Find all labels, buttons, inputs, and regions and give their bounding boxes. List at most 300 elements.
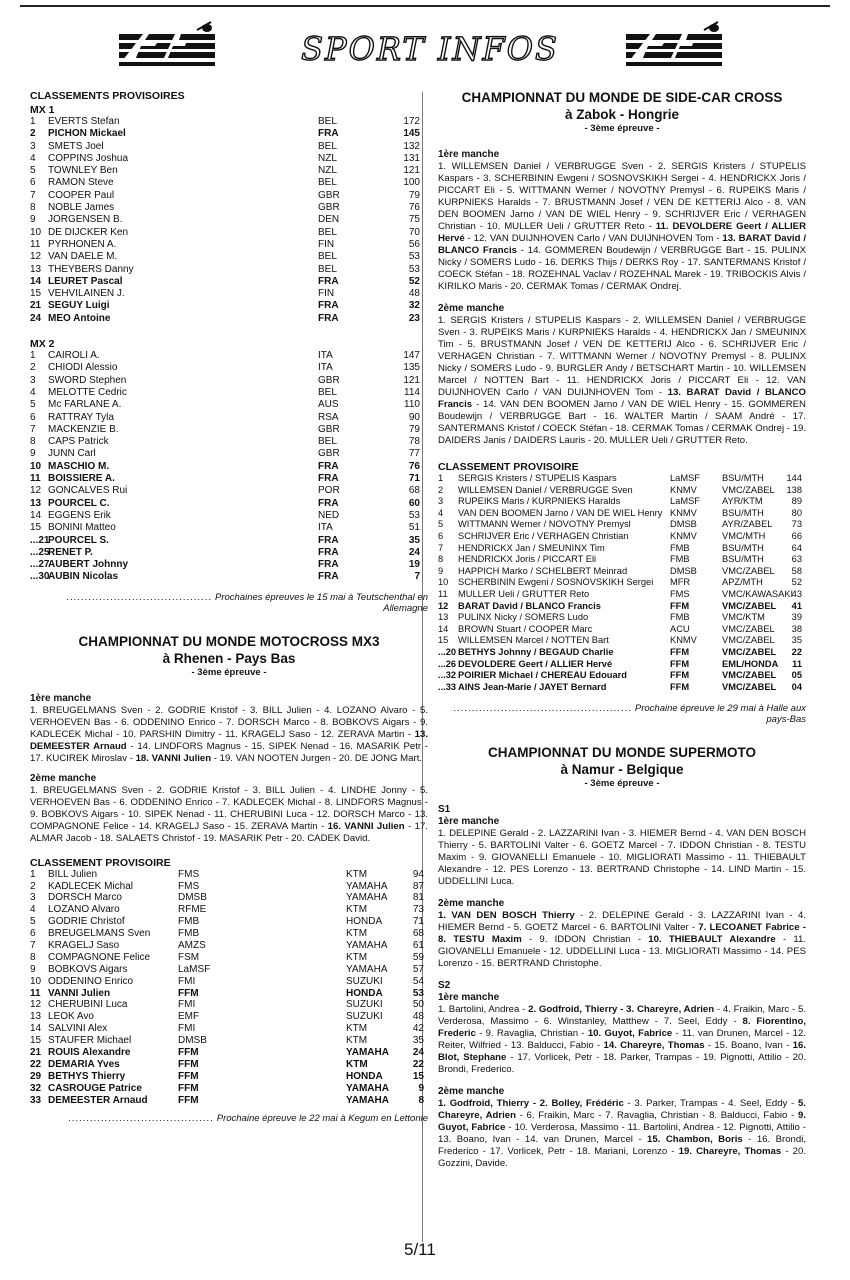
mx1-label: MX 1: [30, 104, 55, 116]
cell-nat: BEL: [318, 263, 337, 275]
cell-nat: NED: [318, 509, 340, 521]
cell-name: JORGENSEN B.: [48, 214, 123, 226]
cell-n: 9: [438, 565, 444, 576]
cell-n: 6: [438, 530, 444, 541]
cell-pts: 35: [408, 534, 420, 546]
cell-n: 24: [30, 312, 42, 324]
cell-pts: 57: [412, 963, 424, 975]
mx2-table: [30, 350, 428, 584]
cell-name: NOBLE James: [48, 202, 115, 214]
cell-bike: VMC/ZABEL: [722, 484, 775, 495]
cell-n: 8: [30, 951, 36, 963]
cell-bike: SUZUKI: [346, 975, 383, 987]
cell-bike: BSU/MTH: [722, 473, 764, 483]
cell-n: 15: [30, 522, 42, 534]
cell-n: 14: [438, 623, 449, 634]
cell-name: DEMEESTER Arnaud: [48, 1094, 148, 1106]
supermoto-s1-manche2-results: 1. VAN DEN BOSCH Thierry - 2. DELEPINE Gerald - 3. LAZZARINI Ivan - 4. HIEMER Bernd - 5. GOETZ Marcel - 6. BARTOLINI Valter - 7. LECOANET Fabrice - 8. TESTU Maxim - 9. IDDON Christian - 10. THIEBAULT Alexandre - 11. GIOVANELLI Emanuele - 12. UDDELLINI Luca - 13. MIGLIORATI Massimo - 14. PES Lorenzo - 15. BERTRAND Christophe.: [438, 910, 806, 970]
cell-name: POURCEL C.: [48, 497, 110, 509]
cell-n: 1: [30, 350, 36, 362]
cell-fed: ACU: [670, 623, 690, 634]
table-row: [30, 1047, 428, 1059]
cell-bike: KTM: [346, 1058, 368, 1070]
cell-bike: BSU/MTH: [722, 542, 764, 553]
cell-fed: KNMV: [670, 635, 697, 646]
supermoto-s2-manche2-results: 1. Godfroid, Thierry - 2. Bolley, Frédéric - 3. Parker, Trampas - 4. Seel, Eddy - 5. Chareyre, Adrien - 6. Fraikin, Marc - 7. Ravaglia, Christian - 8. Balducci, Fabio - 9. Guyot, Fabrice - 10. Verderosa, Massimo - 11. Bartolini, Andrea - 12. Pignotti, Attilio - 13. Boano, Ivan - 14. van Drunen, Marcel - 15. Chambon, Boris - 16. Brondi, Frederico - 17. Vorlicek, Petr - 18. Mariani, Lorenzo - 19. Chareyre, Thomas - 20. Gozzini, Davide.: [438, 1098, 807, 1170]
cell-n: 7: [30, 189, 36, 201]
cell-fed: FMI: [178, 1023, 196, 1035]
table-row: [30, 869, 428, 881]
mx3-round: - 3ème épreuve -: [191, 666, 267, 678]
cell-nat: FRA: [318, 128, 339, 140]
table-row: [30, 387, 428, 399]
cell-n: 10: [30, 460, 42, 472]
cell-name: PULINX Nicky / SOMERS Ludo: [458, 612, 589, 623]
cell-name: MULLER Ueli / GRUTTER Reto: [458, 588, 590, 599]
cell-bike: AYR/KTM: [722, 496, 763, 507]
cell-pts: 144: [786, 473, 802, 483]
cell-n: 15: [30, 288, 42, 300]
cell-fed: KNMV: [670, 484, 697, 495]
cell-name: Mc FARLANE A.: [48, 399, 122, 411]
cell-pts: 19: [408, 559, 420, 571]
cell-bike: YAMAHA: [346, 963, 388, 975]
cell-name: BOISSIERE A.: [48, 473, 115, 485]
cell-bike: VMC/ZABEL: [722, 635, 775, 646]
supermoto-s2-manche1-results: 1. Bartolini, Andrea - 2. Godfroid, Thierry - 3. Chareyre, Adrien - 4. Fraikin, Marc - 5. Verderosa, Massimo - 6. Winstanley, Matthew - 7. Seel, Eddy - 8. Fiorentino, Frederic - 9. Ravaglia, Christian - 10. Guyot, Fabrice - 11. van Drunen, Marcel - 12. Reiter, Wilfried - 13. Balducci, Fabio - 14. Chareyre, Thomas - 15. Boano, Ivan - 16. Blot, Stephane - 17. Vorlicek, Petr - 18. Parker, Trampas - 19. Pignotti, Attilio - 20. Brondi, Frederico.: [438, 1004, 806, 1076]
cell-n: 12: [438, 600, 449, 611]
cell-nat: GBR: [318, 423, 340, 435]
table-row: [30, 916, 428, 928]
cell-nat: BEL: [318, 251, 337, 263]
supermoto-s1-head: S1: [438, 804, 451, 816]
cell-name: BREUGELMANS Sven: [48, 928, 151, 940]
dotted-leader: ........................................: [66, 591, 213, 603]
supermoto-round: - 3ème épreuve -: [584, 778, 660, 790]
cell-name: MACKENZIE B.: [48, 423, 119, 435]
cell-name: EVERTS Stefan: [48, 116, 120, 127]
table-row: [30, 1083, 428, 1095]
cell-n: 13: [438, 612, 449, 623]
table-row: [30, 473, 428, 485]
cell-n: 21: [30, 1047, 42, 1059]
table-row: [30, 976, 428, 988]
cell-name: POIRIER Michael / CHEREAU Edouard: [458, 670, 627, 681]
left-column: [30, 88, 428, 1124]
cell-bike: KTM: [346, 868, 368, 880]
cell-pts: 78: [408, 436, 420, 448]
cell-n: 4: [30, 904, 36, 916]
table-row: [438, 531, 806, 543]
cell-pts: 110: [404, 399, 420, 411]
cell-pts: 77: [408, 448, 420, 460]
table-row: [30, 202, 428, 214]
cell-n: 8: [30, 436, 36, 448]
cell-pts: 87: [412, 880, 424, 892]
table-row: [438, 554, 806, 566]
cell-n: ...20: [438, 646, 457, 657]
cell-name: CAIROLI A.: [48, 350, 100, 362]
cell-bike: VMC/ZABEL: [722, 681, 777, 692]
cell-nat: FIN: [318, 288, 335, 300]
table-row: [438, 485, 806, 497]
table-row: [30, 264, 428, 276]
mx-next-event-text: Prochaines épreuves le 15 mai à Teutschenthal en Allemagne: [214, 591, 428, 614]
cell-nat: NZL: [318, 165, 337, 177]
cell-pts: 60: [408, 497, 420, 509]
cell-name: VANNI Julien: [48, 987, 111, 999]
cell-n: 13: [30, 497, 42, 509]
cell-pts: 114: [404, 386, 420, 398]
supermoto-s1-manche1-results: 1. DELEPINE Gerald - 2. LAZZARINI Ivan - 3. HIEMER Bernd - 4. VAN DEN BOSCH Thierry - 5. BARTOLINI Valter - 6. GOETZ Marcel - 7. IDDON Christian - 8. TESTU Maxim - 9. GIOVANELLI Emanuele - 10. MIGLIORATI Massimo - 11. THIEBAULT Alexandre - 12. PES Lorenzo - 13. BERTRAND Christophe - 14. LIND Martin - 15. UDDELLINI Luca.: [438, 828, 806, 888]
cell-pts: 22: [412, 1058, 424, 1070]
cell-bike: VMC/MTH: [722, 530, 766, 541]
cell-n: 11: [30, 473, 41, 485]
cell-name: WITTMANN Werner / NOVOTNY Premysl: [458, 519, 631, 530]
sidecar-title: CHAMPIONNAT DU MONDE DE SIDE-CAR CROSS: [461, 90, 783, 105]
supermoto-s1-manche1-head: 1ère manche: [438, 816, 500, 828]
cell-n: 5: [30, 916, 36, 928]
cell-pts: 80: [791, 507, 802, 518]
mx3-next-event-text: Prochaine épreuve le 22 mai à Kegum en Lettonie: [216, 1112, 428, 1124]
cell-name: SALVINI Alex: [48, 1023, 108, 1035]
cell-n: 4: [438, 507, 444, 518]
cell-bike: HONDA: [346, 916, 383, 928]
cell-bike: BSU/MTH: [722, 554, 764, 565]
cell-name: VAN DAELE M.: [48, 251, 118, 263]
table-row: [30, 904, 428, 916]
cell-fed: LaMSF: [670, 473, 700, 483]
cell-pts: 79: [408, 423, 420, 435]
cell-n: 3: [30, 374, 36, 386]
cell-fed: FMB: [178, 916, 200, 928]
cell-n: ...32: [438, 670, 457, 681]
table-row: [30, 1035, 428, 1047]
table-row: [30, 350, 428, 362]
table-row: [438, 601, 806, 613]
cell-n: 3: [30, 140, 36, 152]
cell-nat: RSA: [318, 411, 339, 423]
cell-fed: FFM: [178, 1047, 199, 1059]
cell-n: 1: [438, 473, 444, 483]
table-row: [438, 566, 806, 578]
table-row: [438, 496, 806, 508]
cell-pts: 35: [412, 1035, 424, 1047]
cell-name: HENDRICKX Jan / SMEUNINX Tim: [458, 542, 605, 553]
table-row: [30, 535, 428, 547]
mx2-label: MX 2: [30, 338, 55, 351]
cell-pts: 8: [418, 1094, 424, 1106]
table-row: [30, 288, 428, 300]
cell-n: 10: [30, 226, 42, 238]
cell-bike: YAMAHA: [346, 1047, 389, 1059]
mx-next-event: [30, 592, 428, 614]
table-row: [30, 436, 428, 448]
table-row: [30, 448, 428, 460]
cell-name: WILLEMSEN Marcel / NOTTEN Bart: [458, 635, 609, 646]
header-rule: [20, 5, 830, 7]
cell-n: 29: [30, 1070, 42, 1082]
cell-pts: 05: [791, 670, 802, 681]
cell-nat: FRA: [318, 300, 339, 312]
cell-pts: 76: [408, 202, 420, 214]
cell-pts: 135: [403, 362, 420, 374]
cell-pts: 53: [408, 509, 420, 521]
table-row: [438, 635, 806, 647]
cell-name: BROWN Stuart / COOPER Marc: [458, 623, 593, 634]
cell-pts: 131: [403, 152, 420, 164]
dotted-leader: .................................................: [453, 703, 633, 715]
cell-fed: FFM: [670, 600, 690, 611]
table-row: [30, 313, 428, 325]
mx3-location: à Rhenen - Pays Bas: [162, 650, 296, 666]
page-number: 5/11: [404, 1240, 436, 1259]
cell-pts: 11: [792, 658, 802, 669]
cell-nat: FRA: [318, 312, 339, 324]
cell-n: ...33: [438, 681, 457, 692]
cell-n: ...21: [30, 534, 50, 546]
cell-name: MELOTTE Cedric: [48, 386, 127, 398]
cell-bike: APZ/MTH: [722, 577, 763, 588]
cell-n: 3: [30, 892, 36, 904]
cell-name: BETHYS Thierry: [48, 1070, 126, 1082]
cell-pts: 52: [408, 275, 420, 287]
cell-bike: EML/HONDA: [722, 658, 779, 669]
table-row: [438, 543, 806, 555]
cell-pts: 53: [412, 987, 424, 999]
cell-n: 5: [30, 165, 36, 177]
cell-fed: KNMV: [670, 530, 697, 541]
cell-n: 15: [438, 635, 449, 646]
cell-nat: FRA: [318, 559, 339, 571]
table-row: [438, 589, 806, 601]
cell-fed: FMB: [670, 612, 690, 623]
sidecar-next-event: [438, 703, 806, 725]
cell-name: COPPINS Joshua: [48, 152, 129, 164]
table-row: [438, 647, 806, 659]
table-row: [30, 571, 428, 583]
table-row: [30, 141, 428, 153]
cell-fed: FMS: [178, 880, 200, 892]
cell-bike: VMC/ZABEL: [722, 600, 777, 611]
cell-name: AUBIN Nicolas: [48, 571, 119, 583]
table-row: [30, 128, 428, 140]
cell-name: CAPS Patrick: [48, 436, 109, 448]
cell-n: 4: [30, 386, 36, 398]
cell-n: 11: [438, 588, 448, 599]
mx-classement-title: CLASSEMENTS PROVISOIRES: [30, 90, 185, 102]
cell-pts: 23: [408, 312, 420, 324]
cell-n: ...26: [438, 658, 457, 669]
cell-pts: 145: [403, 128, 420, 140]
cell-pts: 56: [408, 238, 420, 250]
mx3-classement-title: CLASSEMENT PROVISOIRE: [30, 856, 171, 869]
supermoto-s2-head: S2: [438, 980, 451, 992]
cell-fed: FSM: [178, 951, 200, 963]
table-row: [30, 559, 428, 571]
sidecar-round: - 3ème épreuve -: [584, 123, 660, 134]
table-row: [30, 239, 428, 251]
cell-n: 7: [30, 423, 36, 435]
cell-n: 4: [30, 152, 36, 164]
page-header: [0, 0, 850, 88]
cell-fed: FFM: [178, 1082, 199, 1094]
cell-pts: 48: [408, 288, 420, 300]
table-row: [30, 424, 428, 436]
mx3-manche1-results: 1. BREUGELMANS Sven - 2. GODRIE Kristof - 3. BILL Julien - 4. LOZANO Alvaro - 5. VERHOEVEN Bas - 6. ODDENINO Enrico - 7. DORSCH Marco - 8. BOBKOVS Aigars - 9. KADLECEK Michal - 10. PARSHIN Dimitry - 11. KRAGELJ Saso - 12. ZERAVA Martin - 13. DEMEESTER Arnaud - 14. LINDFORS Magnus - 15. SIPEK Nenad - 16. MASARIK Petr - 17. KUCIREK Miroslav - 18. VANNI Julien - 19. VAN NOOTEN Jurgen - 20. DE JONG Mart.: [30, 704, 429, 764]
table-row: [30, 522, 428, 534]
cell-n: 12: [30, 485, 42, 497]
cell-fed: MFR: [670, 577, 691, 588]
cell-n: 2: [438, 484, 444, 495]
cell-nat: GBR: [318, 202, 340, 214]
table-row: [30, 964, 428, 976]
dotted-leader: ........................................: [68, 1112, 215, 1124]
cell-n: 14: [30, 1023, 42, 1035]
cell-name: DE DIJCKER Ken: [48, 226, 129, 238]
cell-name: BILL Julien: [48, 868, 98, 880]
cell-pts: 42: [412, 1023, 424, 1035]
table-row: [30, 190, 428, 202]
table-row: [438, 670, 806, 682]
cell-fed: FMS: [178, 868, 200, 880]
cell-nat: FIN: [318, 238, 335, 250]
cell-pts: 50: [412, 999, 424, 1011]
cell-nat: FRA: [318, 460, 339, 472]
cell-name: LEOK Avo: [48, 1011, 94, 1023]
cell-pts: 51: [408, 522, 420, 534]
cell-pts: 90: [408, 411, 420, 423]
cell-name: SEGUY Luigi: [48, 300, 110, 312]
cell-fed: FFM: [670, 646, 690, 657]
cell-nat: FRA: [318, 275, 339, 287]
cell-name: VEHVILAINEN J.: [48, 288, 125, 300]
cell-nat: AUS: [318, 399, 339, 411]
cell-name: TOWNLEY Ben: [48, 165, 118, 177]
cell-pts: 89: [791, 496, 802, 507]
cell-pts: 79: [408, 189, 420, 201]
cell-pts: 24: [408, 546, 420, 558]
cell-bike: YAMAHA: [346, 1082, 389, 1094]
table-row: [30, 952, 428, 964]
cell-n: 1: [30, 116, 36, 127]
cell-pts: 71: [412, 916, 424, 928]
cell-n: 12: [30, 999, 42, 1011]
cell-n: 33: [30, 1094, 42, 1106]
sidecar-manche2-results: 1. SERGIS Kristers / STUPELIS Kaspars - 2. WILLEMSEN Daniel / VERBRUGGE Sven - 3. RUPEIKS Maris / KURPNIEKS Haralds - 4. HENDRICKX Jan / SMEUNINX Tim - 5. BRUSTMANN Josef / VEN DE KETTERIJ Alco - 6. SCHRIJVER Eric / VERHAGEN Christian - 7. WITTMANN Werner / NOVOTNY Premysl - 8. PULINX Nicky / SOMERS Ludo - 9. BURGLER Andy / BETSCHART Martin - 10. WILLEMSEN Marcel / NOTTEN Bart - 11. HENDRICKX Joris / PICCART Eli - 12. VAN DUIJNHOVEN Carlo / VAN DUIJNHOVEN Tom - 13. BARAT David / BLANCO Francis - 14. VAN DEN BOOMEN Jarno / VAN DE WIEL Henry - 15. GOMMEREN Boudewijn / VERBRUGGE Bart - 16. WALTER Martin / SAAM André - 17. SANTERMANS Kristof / COECK Stéfan - 18. CERMAK Tomas / CERMAK Ondrej - 19. DAIDERS Janis / DAIDERS Lauris - 20. MULLER Ueli / GRUTTER Reto.: [438, 315, 806, 446]
cell-name: MASCHIO M.: [48, 460, 110, 472]
mx3-next-event: [30, 1113, 428, 1124]
cell-n: 9: [30, 963, 36, 975]
table-row: [30, 153, 428, 165]
table-row: [30, 498, 428, 510]
cell-fed: DMSB: [178, 1035, 207, 1047]
cell-name: EGGENS Erik: [48, 509, 111, 521]
cell-n: 1: [30, 868, 36, 880]
table-row: [30, 177, 428, 189]
table-row: [30, 461, 428, 473]
cell-n: 10: [30, 975, 42, 987]
sidecar-manche1-head: 1ère manche: [438, 149, 500, 160]
cell-n: 21: [30, 300, 42, 312]
cell-fed: FMI: [178, 975, 196, 987]
mx1-table: [30, 116, 428, 325]
cell-name: WILLEMSEN Daniel / VERBRUGGE Sven: [458, 484, 633, 495]
cell-pts: 75: [408, 214, 420, 226]
cell-n: ...27: [30, 559, 50, 571]
cell-fed: RFME: [178, 904, 207, 916]
cell-bike: YAMAHA: [346, 1094, 389, 1106]
table-row: [30, 988, 428, 1000]
table-row: [30, 1011, 428, 1023]
cell-n: 13: [30, 1011, 42, 1023]
cell-n: ...25: [30, 546, 50, 558]
mx3-title: CHAMPIONNAT DU MONDE MOTOCROSS MX3: [78, 633, 380, 649]
mx3-manche2-head: 2ème manche: [30, 772, 97, 784]
sidecar-manche1-results: 1. WILLEMSEN Daniel / VERBRUGGE Sven - 2. SERGIS Kristers / STUPELIS Kaspars - 3. SCHERBININ Ewgeni / SOSNOVSKIKH Sergei - 4. HENDRICKX Joris / PICCART Eli - 5. WITTMANN Werner / NOVOTNY Premysl - 6. RUPEIKS Maris / KURPNIEKS Haralds - 7. BRUSTMANN Josef / VEN DE KETTERIJ Alco - 8. VAN DEN BOOMEN Jarno / VAN DE WIEL Henry - 9. SCHRIJVER Eric / VERHAGEN Christian - 10. MULLER Ueli / GRUTTER Reto - 11. DEVOLDERE Geert / ALLIER Hervé - 12. VAN DUIJNHOVEN Carlo / VAN DUIJNHOVEN Tom - 13. BARAT David / BLANCO Francis - 14. GOMMEREN Boudewijn / VERBRUGGE Bart - 15. PULINX Nicky / SOMERS Ludo - 16. DERKS Thijs / DERKS Roy - 17. SANTERMANS Kristof / COECK Stéfan - 18. ROZEHNAL Vaclav / ROZEHNAL Marek - 19. TRIBOCKIS Alvis / KIRILKO Maris - 20. CERMAK Tomas / CERMAK Ondrej.: [438, 161, 807, 292]
cell-pts: 100: [403, 177, 420, 189]
cell-nat: BEL: [318, 436, 337, 448]
cell-n: 9: [30, 214, 36, 226]
cell-fed: FFM: [670, 658, 690, 669]
cell-pts: 59: [412, 951, 424, 963]
cell-pts: 76: [408, 460, 420, 472]
cell-nat: FRA: [318, 534, 339, 546]
cell-name: BETHYS Johnny / BEGAUD Charlie: [458, 646, 614, 657]
sidecar-table: [438, 473, 806, 693]
cell-name: DEMARIA Yves: [48, 1058, 120, 1070]
cell-nat: ITA: [318, 362, 333, 374]
cell-fed: FFM: [178, 1058, 199, 1070]
sidecar-classement-title: CLASSEMENT PROVISOIRE: [438, 461, 579, 473]
table-row: [30, 510, 428, 522]
cell-n: 5: [438, 519, 444, 530]
cell-name: CHIODI Alessio: [48, 362, 118, 374]
cell-name: CASROUGE Patrice: [48, 1082, 142, 1094]
table-row: [438, 577, 806, 589]
cell-pts: 61: [412, 940, 424, 952]
table-row: [438, 682, 806, 694]
cell-nat: FRA: [318, 497, 339, 509]
cell-name: POURCEL S.: [48, 534, 109, 546]
cell-fed: KNMV: [670, 507, 697, 518]
table-row: [30, 165, 428, 177]
supermoto-s2-manche1-head: 1ère manche: [438, 992, 500, 1004]
cell-n: 14: [30, 275, 42, 287]
cell-bike: HONDA: [346, 1070, 383, 1082]
supermoto-title: CHAMPIONNAT DU MONDE SUPERMOTO: [487, 745, 756, 761]
cell-bike: KTM: [346, 951, 368, 963]
sport-infos-title: [300, 26, 560, 70]
cell-pts: 94: [412, 868, 424, 880]
cell-n: 8: [30, 202, 36, 214]
cell-n: 8: [438, 554, 444, 565]
cell-pts: 68: [408, 485, 420, 497]
sidecar-location: à Zabok - Hongrie: [564, 107, 679, 122]
cell-bike: SUZUKI: [346, 1011, 383, 1023]
table-row: [30, 547, 428, 559]
cell-n: 13: [30, 263, 42, 275]
cell-bike: KTM: [346, 1035, 368, 1047]
cell-nat: BEL: [318, 177, 337, 189]
table-row: [30, 362, 428, 374]
cell-name: CHERUBINI Luca: [48, 999, 128, 1011]
cell-nat: DEN: [318, 214, 340, 226]
cell-bike: AYR/ZABEL: [722, 519, 773, 530]
table-row: [30, 227, 428, 239]
cell-fed: DMSB: [670, 519, 697, 530]
cell-name: HAPPICH Marko / SCHELBERT Meinrad: [458, 565, 628, 576]
